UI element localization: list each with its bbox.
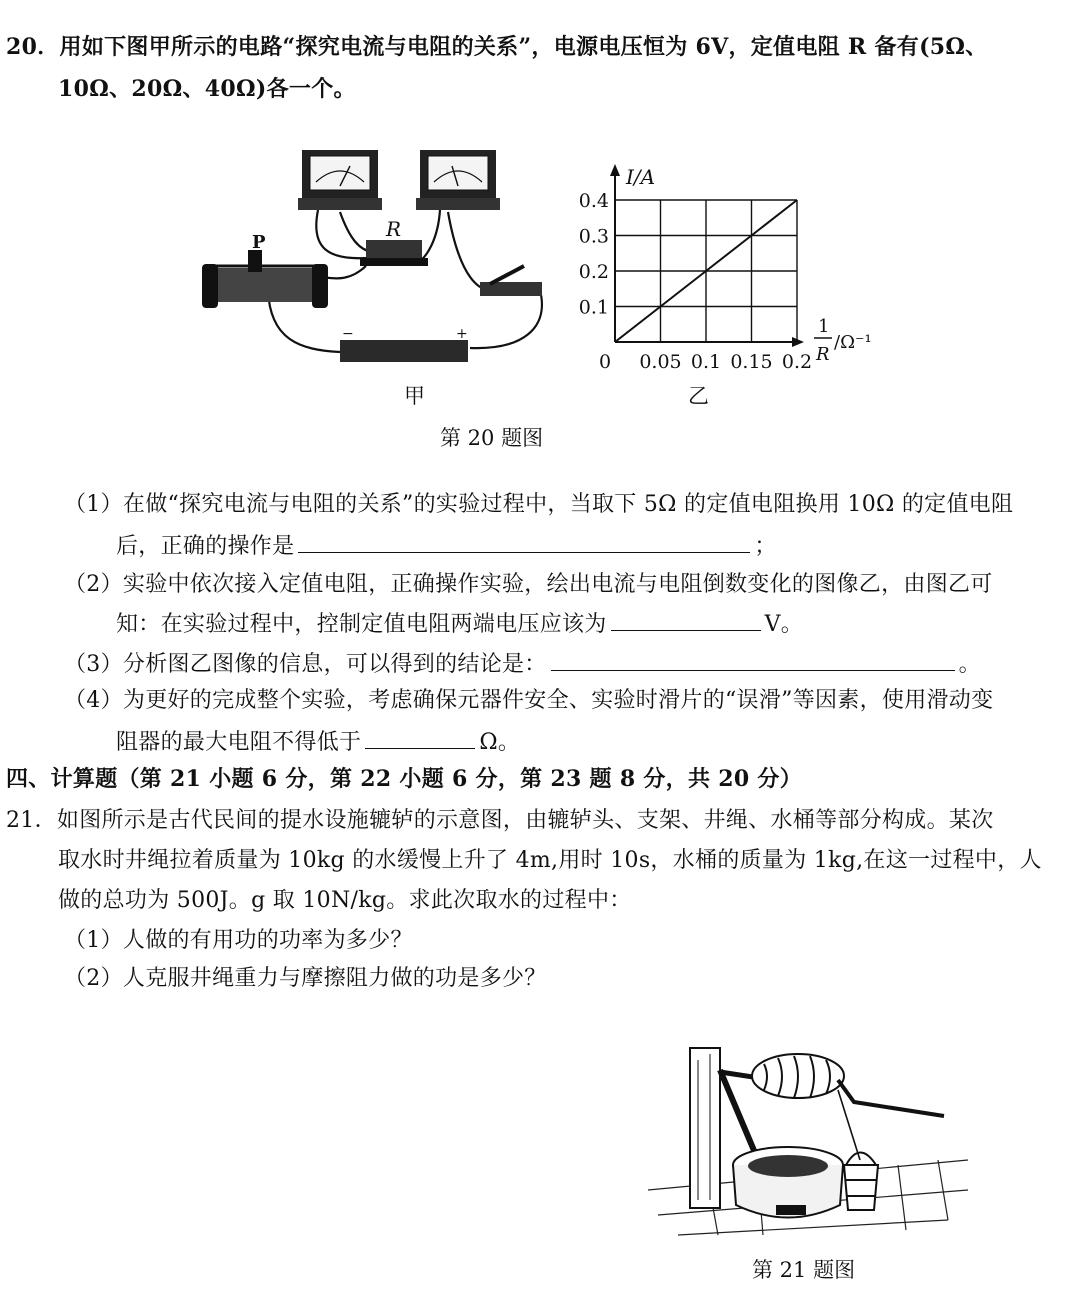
fig-yi-caption: 乙 [688, 384, 709, 408]
battery-icon [340, 326, 468, 362]
x-tick-label-4: 0.2 [781, 351, 813, 370]
q20-sub3-text: （3）分析图乙图像的信息，可以得到的结论是： [64, 652, 547, 677]
x-tick-label-2: 0.1 [690, 351, 722, 370]
q21-sub2: （2）人克服井绳重力与摩擦阻力做的功是多少？ [64, 966, 547, 991]
q20-sub3 [64, 648, 981, 680]
slider-p-label: P [252, 232, 266, 253]
resistor-r-icon [360, 217, 428, 266]
windlass-head-icon [720, 1054, 944, 1116]
x-axis-label-num: 1 [818, 316, 830, 337]
q21-stem-line1: 21．如图所示是古代民间的提水设施辘轳的示意图，由辘轳头、支架、井绳、水桶等部分构成。某次 [6, 808, 994, 833]
q20-stem-line1: 20．用如下图甲所示的电路“探究电流与电阻的关系”，电源电压恒为 6V，定值电阻 R 备有(5Ω、 [6, 34, 988, 60]
q20-sub2-line1: （2）实验中依次接入定值电阻，正确操作实验，绘出电流与电阻倒数变化的图像乙，由图乙可 [64, 572, 993, 597]
fig21-caption: 第 21 题图 [752, 1258, 856, 1282]
y-tick-label-2: 0.3 [578, 225, 609, 248]
q20-sub2-end: V。 [764, 612, 804, 637]
q20-sub4-text: 阻器的最大电阻不得低于 [116, 730, 362, 755]
q20-sub1-line1: （1）在做“探究电流与电阻的关系”的实验过程中，当取下 5Ω 的定值电阻换用 10Ω 的定值电阻 [64, 492, 1014, 517]
y-axis-label: I/A [626, 165, 656, 189]
x-tick-label-3: 0.15 [730, 351, 773, 370]
x-tick-label-0: 0 [598, 351, 612, 370]
q20-sub1-text: 后，正确的操作是 [116, 534, 295, 559]
resistor-label: R [386, 217, 402, 241]
ammeter-icon [416, 150, 500, 210]
battery-plus-label: + [456, 326, 468, 342]
graph-yi [560, 160, 890, 370]
q20-sub1-line2 [116, 530, 777, 562]
x-axis-label-den: R [816, 344, 830, 365]
q21-stem-line2: 取水时井绳拉着质量为 10kg 的水缓慢上升了 4m,用时 10s，水桶的质量为 1kg,在这一过程中，人 [58, 848, 1042, 873]
q20-sub4-line1: （4）为更好的完成整个实验，考虑确保元器件安全、实验时滑片的“误滑”等因素，使用滑动变 [64, 688, 994, 713]
voltmeter-icon [298, 150, 382, 210]
q20-sub2-line2 [116, 608, 803, 640]
x-axis-arrow [792, 337, 804, 347]
well-icon [733, 1147, 843, 1218]
q20-sub2-text: 知：在实验过程中，控制定值电阻两端电压应该为 [116, 612, 607, 637]
y-tick-label-0: 0.1 [578, 296, 609, 319]
q20-sub4-line2 [116, 726, 520, 758]
q20-sub3-end: 。 [958, 652, 981, 677]
answer-blank-2[interactable] [611, 608, 761, 631]
y-tick-label-1: 0.2 [578, 261, 609, 283]
fig-jia-caption: 甲 [404, 384, 425, 408]
x-tick-label-1: 0.05 [639, 351, 682, 370]
y-axis-arrow [610, 164, 620, 176]
fig20-caption: 第 20 题图 [440, 426, 544, 450]
q20-sub1-end: ； [754, 534, 777, 559]
switch-icon [480, 266, 542, 296]
q21-stem-line3: 做的总功为 500J。g 取 10N/kg。求此次取水的过程中： [58, 888, 632, 913]
x-axis-label-unit: /Ω⁻¹ [834, 332, 872, 353]
q21-sub1: （1）人做的有用功的功率为多少？ [64, 928, 413, 953]
y-tick-label-3: 0.4 [578, 190, 609, 212]
section4-heading: 四、计算题（第 21 小题 6 分，第 22 小题 6 分，第 23 题 8 分，共 20 分） [6, 766, 803, 792]
bucket-icon [844, 1153, 878, 1211]
q20-sub4-end: Ω。 [479, 730, 521, 755]
rheostat-icon [202, 232, 328, 308]
q20-stem-line2: 10Ω、20Ω、40Ω)各一个。 [58, 76, 356, 102]
answer-blank-1[interactable] [298, 530, 750, 553]
answer-blank-4[interactable] [365, 726, 475, 749]
circuit-figure-jia [190, 140, 560, 380]
answer-blank-3[interactable] [551, 648, 955, 671]
battery-minus-label: − [342, 326, 354, 342]
windlass-well-figure [648, 1040, 968, 1240]
